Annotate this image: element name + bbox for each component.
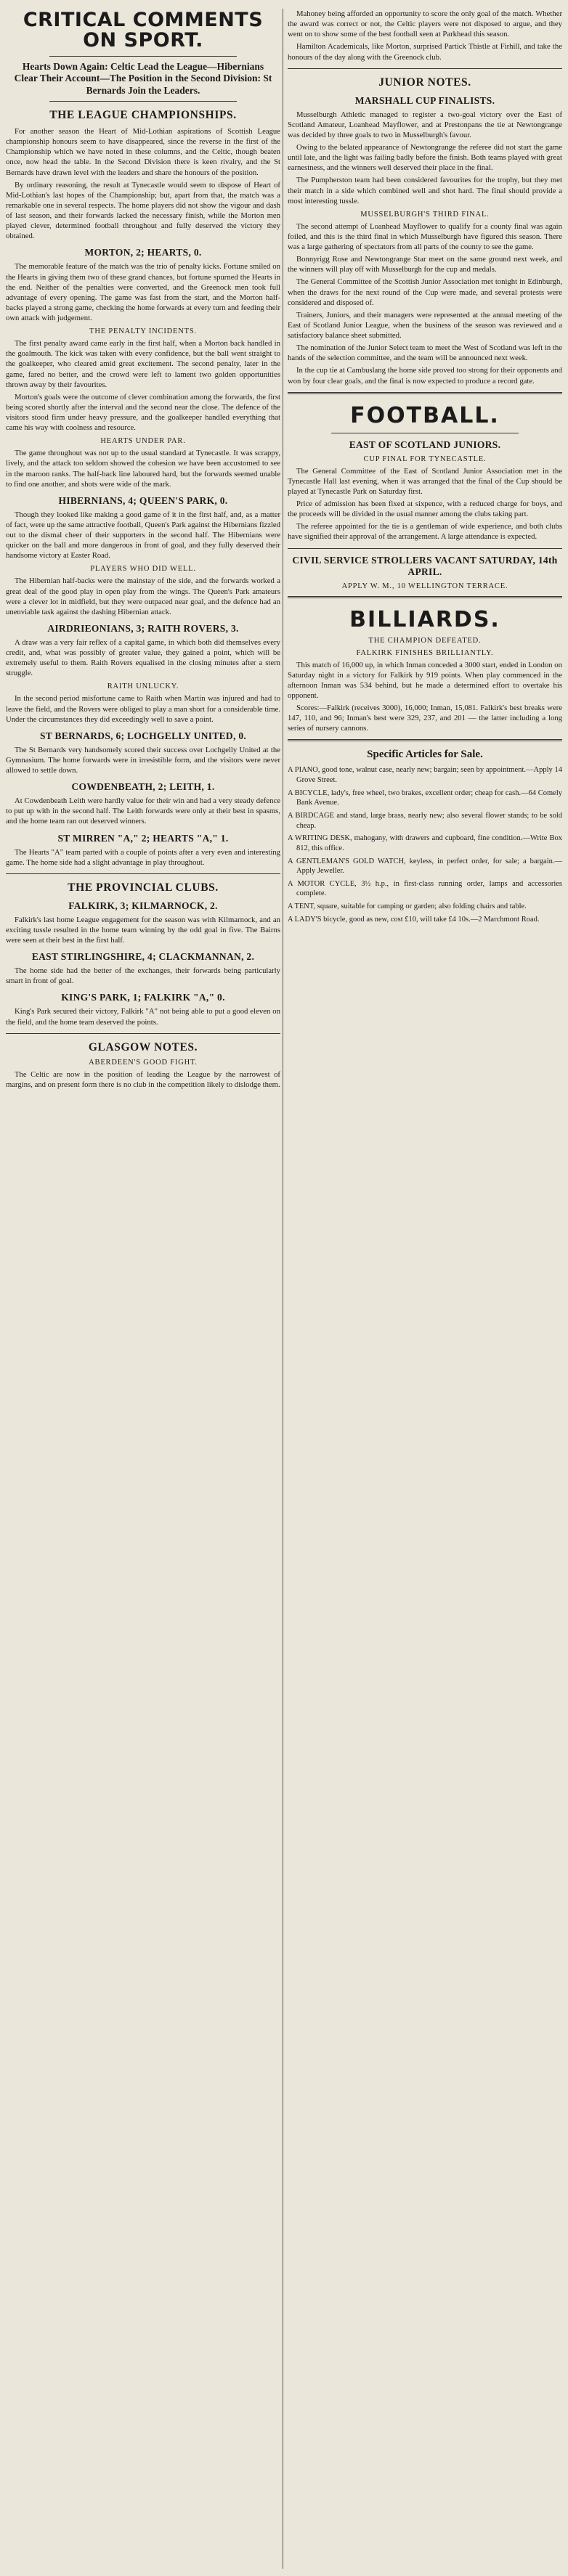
classified-ad: A LADY'S bicycle, good as new, cost £10, will take £4 10s.—2 Marchmont Road.: [288, 915, 540, 924]
article-paragraph: The General Committee of the East of Scotland Junior Association met in the Tynecastle Hall last evening, when it was arranged that the final of the Cup should be played at Tynecastle Park on Saturday first.: [288, 466, 562, 496]
article-paragraph: The Hearts "A" team parted with a couple of points after a very even and interesting game. The home side had a slight advantage in play throughout.: [6, 847, 280, 867]
divider: [288, 392, 562, 394]
article-paragraph: For another season the Heart of Mid-Lothian aspirations of Scottish League championship honours seem to have disappeared, since the reverse in the first of the Championship which we have noted in these columns, and the Celtic, though beaten once, now head the table. In the Second Division there is keen rivalry, and the St Bernards have drawn level with the leaders and share the honours of the position.: [6, 127, 280, 177]
subheading: RAITH UNLUCKY.: [107, 682, 179, 691]
match-score: ST MIRREN "A," 2; HEARTS "A," 1.: [57, 832, 229, 844]
article-paragraph: The first penalty award came early in the first half, when a Morton back handled in the goalmouth. The kick was taken with every confidence, but the ball went straight to the goalkeeper, who cleared amid great excitement. The second penalty, later in the game, fared no better, and the crowd were left to lament two golden opportunities thrown away by their favourites.: [6, 339, 280, 389]
article-paragraph: This match of 16,000 up, in which Inman conceded a 3000 start, ended in London on Saturday night in a victory for Falkirk by 919 points. When play commenced in the afternoon Inman was 534 behind, but he made a determined effort to overtake his opponent.: [288, 660, 562, 700]
article-paragraph: The game throughout was not up to the usual standard at Tynecastle. It was scrappy, lively, and the attack too seldom showed the cohesion we have been accustomed to see in the maroon ranks. The half-back line laboured hard, but the forwards seemed unable to find one another, and shots were wide of the mark.: [6, 449, 280, 489]
article-paragraph: A draw was a very fair reflex of a capital game, in which both did themselves every credit, and, what was possibly of greater value, they gained a point, which will be extremely useful to them. Raith Rovers equalised in the closing minutes after a stern struggle.: [6, 637, 280, 678]
article-paragraph: In the second period misfortune came to Raith when Martin was injured and had to leave the field, and the Rovers were obliged to play a man short for a considerable time. Under the circumstances they did exceedingly well to save a point.: [6, 694, 280, 724]
subheading: FALKIRK FINISHES BRILLIANTLY.: [356, 648, 494, 657]
divider: [288, 739, 562, 741]
article-paragraph: Musselburgh Athletic managed to register a two-goal victory over the East of Scotland Amateur, Loanhead Mayflower, and at Prestonpans the tie at Newtongrange was decided by three goals to two in Musselburgh's favour.: [288, 110, 562, 139]
article-paragraph: Trainers, Juniors, and their managers were represented at the annual meeting of the East of Scotland Junior League, when the business of the season was reviewed and a satisfactory balance sheet submitted.: [288, 310, 562, 340]
article-paragraph: The General Committee of the Scottish Junior Association met tonight in Edinburgh, when the draws for the next round of the Cup were made, and several protests were considered and disposed of.: [288, 277, 562, 307]
classified-ad: A TENT, square, suitable for camping or garden; also folding chairs and table.: [288, 902, 527, 911]
article-paragraph: In the cup tie at Cambuslang the home side proved too strong for their opponents and won by four clear goals, and the final is now expected to produce a record gate.: [288, 366, 562, 386]
article-paragraph: Hamilton Academicals, like Morton, surprised Partick Thistle at Firhill, and take the honours of the day along with the Greenock club.: [288, 42, 562, 62]
match-score: ST BERNARDS, 6; LOCHGELLY UNITED, 0.: [39, 730, 247, 741]
article-paragraph: The nomination of the Junior Select team to meet the West of Scotland was left in the hands of the selection committee, and the team will be announced next week.: [288, 343, 562, 363]
article-paragraph: By ordinary reasoning, the result at Tynecastle would seem to dispose of Heart of Mid-Lothian's last hopes of the Championship; but, apart from that, the match was a remarkable one in several respects. The home players did not show the vigour and dash of last season, and their forwards lacked the necessary finish, while the Morton men played clever, determined football throughout and fully deserved the victory they obtained.: [6, 180, 280, 241]
match-score: HIBERNIANS, 4; QUEEN'S PARK, 0.: [58, 494, 228, 506]
article-paragraph: The memorable feature of the match was the trio of penalty kicks. Fortune smiled on the Hearts in giving them two of these grand chances, but fortune spurned the Hearts in the end. Neither of the penalties were converted, and the Greenock men took full advantage of every opening. The game was fast from the start, and the Morton half-backs played a strong game, checking the home forwards at every turn and feeding their own attack with judgement.: [6, 262, 280, 323]
subheading: EAST OF SCOTLAND JUNIORS.: [349, 439, 501, 450]
subheading: PLAYERS WHO DID WELL.: [90, 565, 196, 574]
section-heading: JUNIOR NOTES.: [378, 76, 471, 89]
section-heading: THE PROVINCIAL CLUBS.: [68, 881, 219, 894]
subheading: CUP FINAL FOR TYNECASTLE.: [363, 455, 487, 463]
classified-ad: A GENTLEMAN'S GOLD WATCH, keyless, in perfect order, for sale; a bargain.—Apply Jeweller.: [288, 857, 562, 876]
divider: [6, 1033, 280, 1034]
section-heading-billiards: BILLIARDS.: [349, 606, 500, 632]
section-heading: GLASGOW NOTES.: [88, 1040, 198, 1053]
section-heading-football: FOOTBALL.: [350, 402, 500, 428]
match-score: KING'S PARK, 1; FALKIRK "A," 0.: [61, 992, 225, 1003]
article-paragraph: Price of admission has been fixed at sixpence, with a reduced charge for boys, and the proceeds will be divided in the usual manner among the clubs taking part.: [288, 500, 562, 519]
page-title: CRITICAL COMMENTS ON SPORT.: [23, 9, 264, 52]
match-score: EAST STIRLINGSHIRE, 4; CLACKMANNAN, 2.: [31, 951, 255, 963]
match-score: FALKIRK, 3; KILMARNOCK, 2.: [68, 900, 218, 911]
divider: [49, 56, 237, 57]
article-paragraph: King's Park secured their victory, Falkirk "A" not being able to put a good eleven on the field, and the home team deserved the points.: [6, 1007, 280, 1027]
divider: [6, 873, 280, 874]
classified-ad: A BICYCLE, lady's, free wheel, two brakes, excellent order; cheap for cash.—64 Comely Bank Avenue.: [288, 788, 562, 807]
divider: [288, 68, 562, 69]
subheading: THE PENALTY INCIDENTS.: [89, 327, 197, 336]
article-paragraph: Morton's goals were the outcome of clever combination among the forwards, the first being scored shortly after the interval and the second near the close. The defence of the visitors stood firm under heavy pressure, and the goalkeeper handled everything that came his way with coolness and resource.: [6, 392, 280, 433]
headline-deck: Hearts Down Again: Celtic Lead the League—Hibernians Clear Their Account—The Position in the Second Division: St Bernards Join the Leaders.: [14, 60, 272, 96]
article-paragraph: The home side had the better of the exchanges, their forwards being particularly smart in front of goal.: [6, 966, 280, 986]
article-paragraph: The St Bernards very handsomely scored their success over Lochgelly United at the Gymnasium. The home forwards were in irresistible form, and the visitors were never allowed to settle down.: [6, 745, 280, 775]
classified-ad: A PIANO, good tone, walnut case, nearly new; bargain; seen by appointment.—Apply 14 Grove Street.: [288, 766, 562, 785]
section-heading: THE LEAGUE CHAMPIONSHIPS.: [49, 109, 237, 122]
notice-heading: CIVIL SERVICE STROLLERS VACANT SATURDAY, 14th APRIL.: [292, 554, 558, 577]
article-paragraph: The Celtic are now in the position of leading the League by the narrowest of margins, and on present form there is no club in the competition likely to dislodge them.: [6, 1069, 280, 1089]
subheading: HEARTS UNDER PAR.: [100, 437, 186, 446]
classified-ad: A BIRDCAGE and stand, large brass, nearly new; also several flower stands; to be sold cheap.: [288, 811, 562, 830]
subheading: THE CHAMPION DEFEATED.: [368, 636, 482, 645]
article-paragraph: The second attempt of Loanhead Mayflower to qualify for a county final was again foiled, and this is the third final in which Musselburgh have figured this season. There was a large gathering of spectators from all parts of the county to see the game.: [288, 221, 562, 251]
article-paragraph: Owing to the belated appearance of Newtongrange the referee did not start the game until late, and the light was failing badly before the finish. Both teams played with great earnestness, and the winners well deserved their place in the final.: [288, 143, 562, 173]
right-column: [288, 9, 562, 2569]
divider: [49, 101, 237, 102]
article-paragraph: At Cowdenbeath Leith were hardly value for their win and had a very steady defence to put up with in the second half. The Leith forwards were only at their best in spasms, and the home team ran out deserved winners.: [6, 796, 280, 826]
article-paragraph: Scores:—Falkirk (receives 3000), 16,000; Inman, 15,081. Falkirk's best breaks were 147, 110, and 96; Inman's best were 329, 237, and 201 — the latter including a long series of nursery cannons.: [288, 704, 562, 733]
divider: [288, 596, 562, 598]
classified-heading: Specific Articles for Sale.: [367, 749, 483, 761]
match-score: COWDENBEATH, 2; LEITH, 1.: [71, 781, 215, 793]
article-paragraph: Though they looked like making a good game of it in the first half, and, as a matter of fact, were up the same attractive football, Queen's Park against the Hibernians fizzled out to the dismal cheer of their supporters in the second half. The Hibernians were quicker on the ball and more dangerous in front of goal, and they fully deserved their handsome victory at Easter Road.: [6, 510, 280, 561]
match-score: MORTON, 2; HEARTS, 0.: [84, 247, 202, 258]
subheading: ABERDEEN'S GOOD FIGHT.: [89, 1058, 198, 1067]
classified-ad: A MOTOR CYCLE, 3½ h.p., in first-class running order, lamps and accessories complete.: [288, 879, 562, 898]
notice-subheading: APPLY W. M., 10 WELLINGTON TERRACE.: [341, 582, 508, 590]
article-paragraph: Mahoney being afforded an opportunity to score the only goal of the match. Whether the award was correct or not, the Celtic players were not disposed to argue, and they went on to show some of the best football seen at Parkhead this season.: [288, 9, 562, 39]
divider: [288, 548, 562, 549]
match-score: AIRDRIEONIANS, 3; RAITH ROVERS, 3.: [47, 622, 239, 634]
left-column: [6, 9, 280, 2569]
subheading: MARSHALL CUP FINALISTS.: [354, 94, 495, 106]
article-paragraph: The Hibernian half-backs were the mainstay of the side, and the forwards worked a great deal of the good play in open play from the wings. The Queen's Park amateurs were a clever lot in midfield, but they were outpaced near goal, and the defence had an unenviable task against the dashing Hibernian attack.: [6, 576, 280, 616]
article-paragraph: Bonnyrigg Rose and Newtongrange Star meet on the same ground next week, and the winners will play off with Musselburgh for the cup and medals.: [288, 255, 562, 274]
article-paragraph: The Pumpherston team had been considered favourites for the trophy, but they met their match in a side which combined well and shot hard. The final should provide a most interesting tussle.: [288, 176, 562, 205]
article-paragraph: Falkirk's last home League engagement for the season was with Kilmarnock, and an exciting tussle resulted in the home team winning by the odd goal in five. The Bairns were seen at their best in the first half.: [6, 915, 280, 945]
article-paragraph: The referee appointed for the tie is a gentleman of wide experience, and both clubs have signified their approval of the arrangement. A large attendance is expected.: [288, 522, 562, 542]
classified-ad: A WRITING DESK, mahogany, with drawers and cupboard, fine condition.—Write Box 812, this office.: [288, 834, 562, 852]
subheading: MUSSELBURGH'S THIRD FINAL.: [360, 210, 490, 219]
